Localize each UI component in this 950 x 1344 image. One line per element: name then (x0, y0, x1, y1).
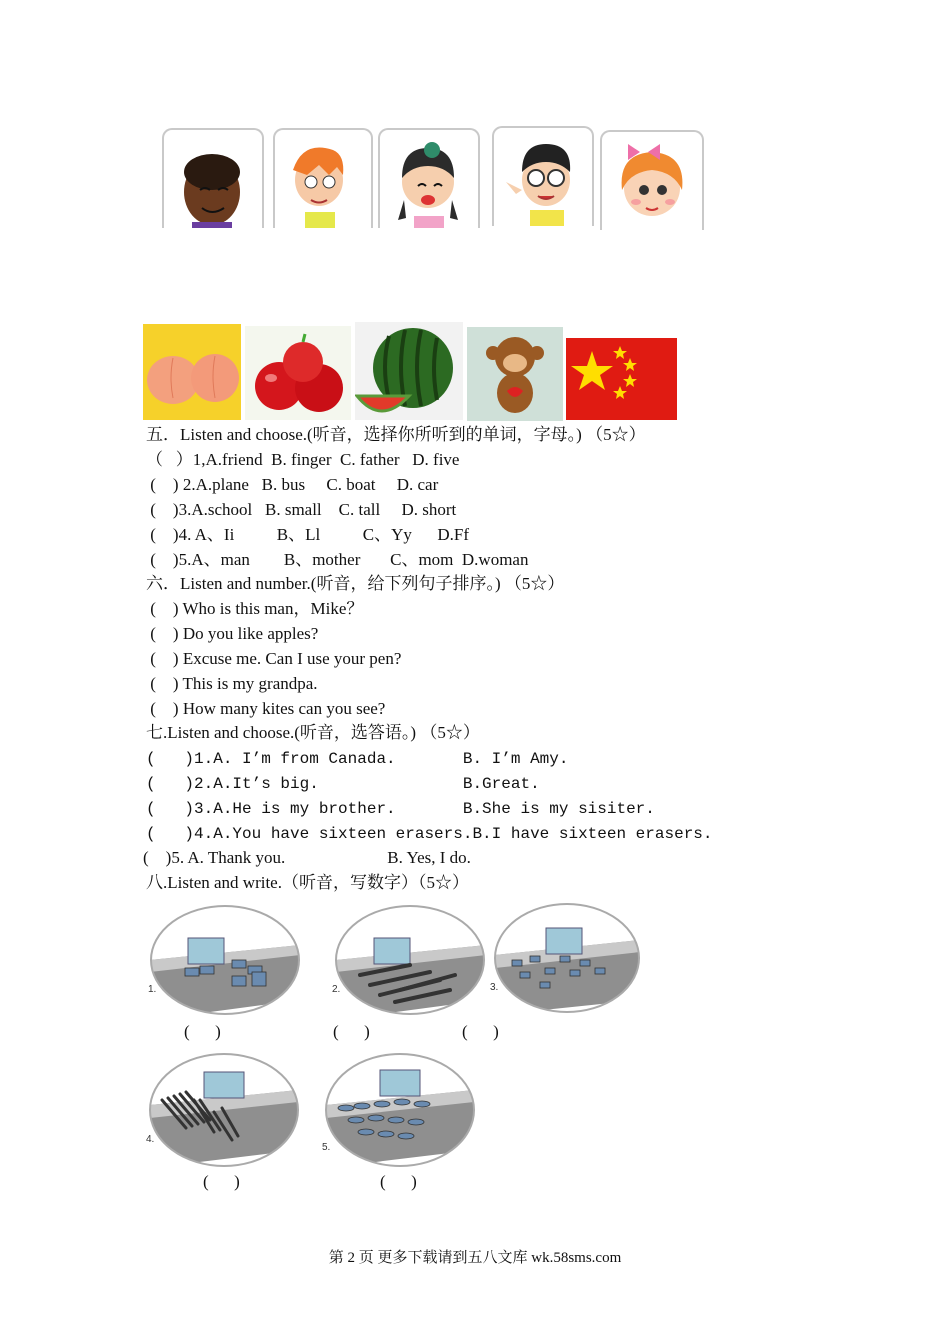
section7-heading: 七.Listen and choose.(听音，选答语。) （5☆） (146, 723, 480, 742)
desk-figure-2-number: 2. (332, 984, 341, 995)
answer-blank-5[interactable]: ( ) (380, 1172, 417, 1191)
section5-heading: 五．Listen and choose.(听音，选择你所听到的单词，字母。) （5☆） (146, 425, 646, 444)
section7-item-5: ( )5. A. Thank you. B. Yes, I do. (143, 848, 471, 867)
section7-item-3: ( )3.A.He is my brother. B.She is my sisiter. (146, 800, 655, 818)
section6-item-4: ( ) This is my grandpa. (146, 674, 318, 693)
section7-item-4: ( )4.A.You have sixteen erasers.B.I have sixteen erasers. (146, 825, 713, 843)
desk-figure-5-number: 5. (322, 1142, 331, 1153)
section5-item-4: ( )4. A、Ii B、Ll C、Yy D.Ff (146, 525, 469, 544)
desk-figure-1-number: 1. (148, 984, 157, 995)
answer-blank-4[interactable]: ( ) (203, 1172, 240, 1191)
section5-item-2: ( ) 2.A.plane B. bus C. boat D. car (146, 475, 439, 494)
section5-item-3: ( )3.A.school B. small C. tall D. short (146, 500, 457, 519)
answer-blank-3[interactable]: ( ) (462, 1022, 499, 1041)
section7-item-1: ( )1.A. I’m from Canada. B. I’m Amy. (146, 750, 569, 768)
section7-item-2: ( )2.A.It’s big. B.Great. (146, 775, 540, 793)
section6-heading: 六．Listen and number.(听音，给下列句子排序。) （5☆） (146, 574, 565, 593)
answer-blank-2[interactable]: ( ) (333, 1022, 370, 1041)
section5-item-5: ( )5.A、man B、mother C、mom D.woman (146, 550, 529, 569)
section8-heading: 八.Listen and write.（听音，写数字）（5☆） (146, 873, 469, 892)
section6-item-3: ( ) Excuse me. Can I use your pen? (146, 649, 402, 668)
section6-item-2: ( ) Do you like apples? (146, 624, 319, 643)
section6-item-1: ( ) Who is this man，Mike？ (146, 599, 364, 618)
answer-blank-1[interactable]: ( ) (184, 1022, 221, 1041)
section5-item-1: （ ）1,A.friend B. finger C. father D. five (146, 450, 460, 469)
desk-figure-4-number: 4. (146, 1134, 155, 1145)
section6-item-5: ( ) How many kites can you see? (146, 699, 386, 718)
desk-figure-3-number: 3. (490, 982, 499, 993)
page-footer: 第 2 页 更多下载请到五八文库 wk.58sms.com (328, 1250, 622, 1266)
